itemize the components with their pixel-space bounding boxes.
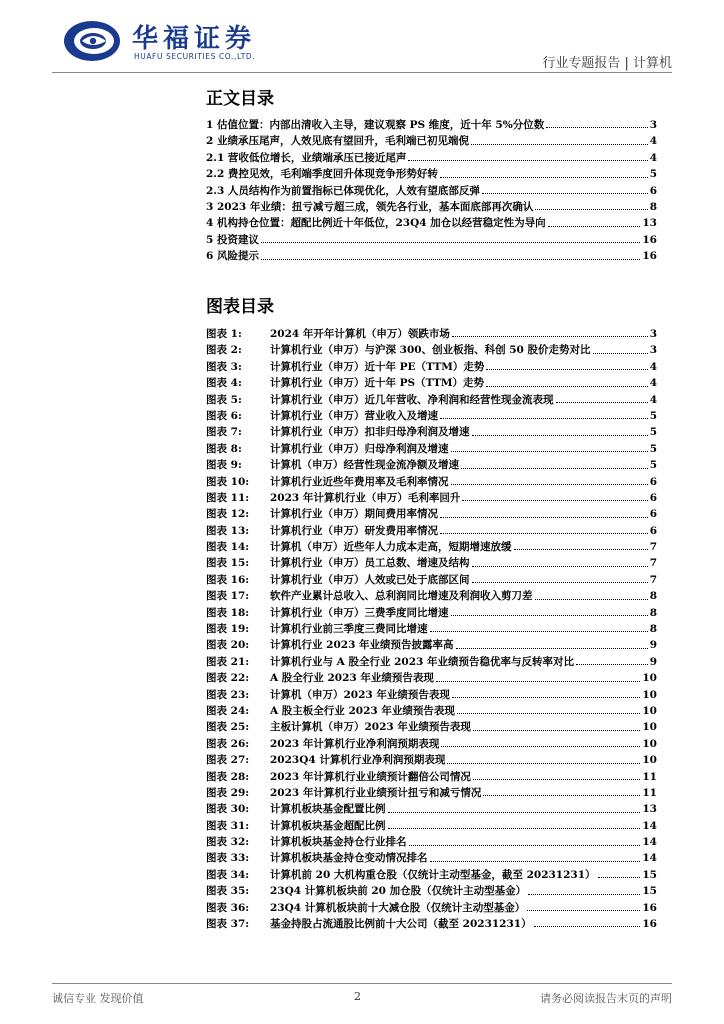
figure-item[interactable] bbox=[206, 916, 657, 932]
figure-dot-leader bbox=[576, 664, 648, 665]
toc-dot-leader bbox=[546, 127, 647, 128]
figure-item-text: 计算机板块基金持仓行业排名 bbox=[270, 836, 407, 849]
figure-item-page: 3 bbox=[649, 344, 657, 357]
toc-item[interactable] bbox=[206, 133, 657, 149]
figure-item-page: 9 bbox=[649, 639, 657, 652]
figure-item[interactable] bbox=[206, 342, 657, 358]
figure-dot-leader bbox=[430, 631, 648, 632]
toc-item-page: 3 bbox=[649, 118, 657, 131]
page-number: 2 bbox=[354, 990, 361, 1003]
figure-item-page: 8 bbox=[649, 590, 657, 603]
page-header bbox=[0, 0, 724, 80]
figure-item-text: 计算机行业（申万）期间费用率情况 bbox=[270, 508, 438, 521]
figure-item-label: 图表 2: bbox=[206, 344, 242, 357]
figure-dot-leader bbox=[409, 845, 641, 846]
figure-item-page: 10 bbox=[642, 688, 657, 701]
figure-item[interactable] bbox=[206, 883, 657, 899]
figure-item-text: 计算机行业（申万）三费季度同比增速 bbox=[270, 606, 449, 619]
figure-item[interactable] bbox=[206, 801, 657, 817]
toc-item[interactable] bbox=[206, 199, 657, 215]
toc-item[interactable] bbox=[206, 150, 657, 166]
figure-item-label: 图表 11: bbox=[206, 491, 250, 504]
figure-item-label: 图表 4: bbox=[206, 377, 242, 390]
figure-item-text: 基金持股占流通股比例前十大公司（截至 20231231） bbox=[270, 918, 532, 931]
figure-item[interactable] bbox=[206, 359, 657, 375]
figure-item[interactable] bbox=[206, 539, 657, 555]
figure-item-text: 软件产业累计总收入、总利润同比增速及利润收入剪刀差 bbox=[270, 590, 533, 603]
figure-item-page: 7 bbox=[649, 573, 657, 586]
footer-divider bbox=[52, 983, 672, 984]
figure-item[interactable] bbox=[206, 818, 657, 834]
figure-item-label: 图表 8: bbox=[206, 442, 242, 455]
figure-dot-leader bbox=[451, 451, 648, 452]
figure-item-text: 计算机行业与 A 股全行业 2023 年业绩预告稳优率与反转率对比 bbox=[270, 655, 574, 668]
figure-item-label: 图表 22: bbox=[206, 672, 250, 685]
toc-item-page: 5 bbox=[649, 168, 657, 181]
figure-item-page: 7 bbox=[649, 557, 657, 570]
figure-dot-leader bbox=[462, 500, 647, 501]
company-name-cn: 华福证券 bbox=[132, 24, 257, 54]
figure-item-text: 计算机行业（申万）与沪深 300、创业板指、科创 50 股价走势对比 bbox=[270, 344, 591, 357]
figure-dot-leader bbox=[593, 353, 648, 354]
figure-item-label: 图表 12: bbox=[206, 508, 250, 521]
figure-item[interactable] bbox=[206, 605, 657, 621]
figures-list bbox=[206, 326, 657, 932]
figure-item[interactable] bbox=[206, 670, 657, 686]
figure-item-text: 23Q4 计算机板块前 20 加仓股（仅统计主动型基金） bbox=[270, 885, 527, 898]
figure-dot-leader bbox=[534, 926, 641, 927]
figure-item-label: 图表 32: bbox=[206, 836, 250, 849]
toc-item[interactable] bbox=[206, 117, 657, 133]
figure-item[interactable] bbox=[206, 785, 657, 801]
figure-item-text: 2024 年开年计算机（申万）领跌市场 bbox=[270, 327, 450, 340]
figure-item[interactable] bbox=[206, 621, 657, 637]
footer-slogan: 诚信专业 发现价值 bbox=[52, 992, 144, 1005]
figure-item[interactable] bbox=[206, 654, 657, 670]
figure-item-page: 10 bbox=[642, 754, 657, 767]
figure-item-page: 11 bbox=[642, 770, 657, 783]
figure-item-text: 计算机板块基金持仓变动情况排名 bbox=[270, 852, 428, 865]
figure-dot-leader bbox=[527, 910, 640, 911]
toc-item-text: 2.1 营收低位增长，业绩端承压已接近尾声 bbox=[206, 151, 407, 164]
figure-item-text: 计算机行业前三季度三费同比增速 bbox=[270, 623, 428, 636]
figure-item-label: 图表 15: bbox=[206, 557, 250, 570]
toc-dot-leader bbox=[535, 209, 647, 210]
figure-item-label: 图表 24: bbox=[206, 704, 250, 717]
header-divider bbox=[52, 72, 672, 73]
toc-item-page: 16 bbox=[642, 250, 657, 263]
figure-item-label: 图表 21: bbox=[206, 655, 250, 668]
figure-item[interactable] bbox=[206, 457, 657, 473]
figure-item-page: 5 bbox=[649, 442, 657, 455]
toc-item-text: 3 2023 年业绩：扭亏减亏超三成，领先各行业，基本面底部再次确认 bbox=[206, 200, 534, 213]
toc-item-text: 6 风险提示 bbox=[206, 250, 259, 263]
company-name-en: HUAFU SECURITIES CO.,LTD. bbox=[134, 52, 256, 61]
figure-item-label: 图表 1: bbox=[206, 327, 242, 340]
figure-item[interactable] bbox=[206, 752, 657, 768]
figure-item[interactable] bbox=[206, 441, 657, 457]
figure-item-page: 10 bbox=[642, 721, 657, 734]
figure-item-label: 图表 3: bbox=[206, 360, 242, 373]
figure-item-text: 计算机行业（申万）近十年 PE（TTM）走势 bbox=[270, 360, 485, 373]
figure-item-page: 8 bbox=[649, 606, 657, 619]
figure-item-text: 2023 年计算机行业（申万）毛利率回升 bbox=[270, 491, 461, 504]
figure-item-text: 计算机行业（申万）研发费用率情况 bbox=[270, 524, 438, 537]
figure-dot-leader bbox=[440, 533, 648, 534]
figure-item-page: 6 bbox=[649, 491, 657, 504]
figure-item[interactable] bbox=[206, 490, 657, 506]
figure-item-page: 3 bbox=[649, 327, 657, 340]
figure-item[interactable] bbox=[206, 392, 657, 408]
toc-item-page: 13 bbox=[642, 217, 657, 230]
figure-item-text: 计算机行业 2023 年业绩预告披露率高 bbox=[270, 639, 454, 652]
toc-item-text: 1 估值位置：内部出清收入主导，建议观察 PS 维度，近十年 5%分位数 bbox=[206, 118, 545, 131]
figure-item-text: 2023 年计算机行业净利润预期表现 bbox=[270, 737, 440, 750]
figure-item-page: 5 bbox=[649, 409, 657, 422]
figure-item-text: 计算机行业（申万）近十年 PS（TTM）走势 bbox=[270, 377, 485, 390]
figure-item-label: 图表 29: bbox=[206, 786, 250, 799]
figure-dot-leader bbox=[483, 795, 640, 796]
figure-item-label: 图表 18: bbox=[206, 606, 250, 619]
figure-dot-leader bbox=[451, 484, 648, 485]
toc-item-page: 8 bbox=[649, 200, 657, 213]
figure-item-text: 计算机行业（申万）营业收入及增速 bbox=[270, 409, 438, 422]
figure-dot-leader bbox=[440, 418, 648, 419]
figure-item-page: 16 bbox=[642, 901, 657, 914]
figure-dot-leader bbox=[535, 599, 648, 600]
figure-item-text: 2023 年计算机行业业绩预计扭亏和减亏情况 bbox=[270, 786, 482, 799]
figure-item[interactable] bbox=[206, 637, 657, 653]
figure-item-page: 6 bbox=[649, 524, 657, 537]
figure-dot-leader bbox=[457, 713, 641, 714]
figure-item-text: A 股主板全行业 2023 年业绩预告表现 bbox=[270, 704, 455, 717]
toc-dot-leader bbox=[482, 193, 648, 194]
figure-item-text: 计算机行业（申万）人效或已处于底部区间 bbox=[270, 573, 470, 586]
figure-item[interactable] bbox=[206, 408, 657, 424]
figure-item-label: 图表 27: bbox=[206, 754, 250, 767]
figure-dot-leader bbox=[461, 468, 648, 469]
figure-item-text: 计算机行业（申万）近几年营收、净利润和经营性现金流表现 bbox=[270, 393, 554, 406]
figure-item-label: 图表 17: bbox=[206, 590, 250, 603]
figure-item-label: 图表 16: bbox=[206, 573, 250, 586]
toc-item-text: 2.2 费控见效，毛利端季度回升体现竞争形势好转 bbox=[206, 168, 438, 181]
figure-item[interactable] bbox=[206, 719, 657, 735]
toc-item-page: 4 bbox=[649, 135, 657, 148]
figure-dot-leader bbox=[388, 828, 641, 829]
figure-item-text: 2023 年计算机行业业绩预计翻倍公司情况 bbox=[270, 770, 471, 783]
figure-dot-leader bbox=[472, 582, 648, 583]
figure-item-text: 计算机（申万）经营性现金流净额及增速 bbox=[270, 459, 459, 472]
report-type-label: 行业专题报告 | 计算机 bbox=[542, 56, 672, 71]
figure-item-page: 15 bbox=[642, 868, 657, 881]
figure-item-label: 图表 9: bbox=[206, 459, 242, 472]
figure-item[interactable] bbox=[206, 834, 657, 850]
figure-item-text: 计算机板块基金超配比例 bbox=[270, 819, 386, 832]
figure-item-page: 5 bbox=[649, 459, 657, 472]
figure-item[interactable] bbox=[206, 687, 657, 703]
figure-dot-leader bbox=[447, 763, 640, 764]
figure-item-page: 4 bbox=[649, 360, 657, 373]
toc-dot-leader bbox=[471, 144, 648, 145]
figure-item[interactable] bbox=[206, 424, 657, 440]
toc-item[interactable] bbox=[206, 232, 657, 248]
figure-dot-leader bbox=[472, 435, 648, 436]
figure-dot-leader bbox=[436, 681, 641, 682]
figure-dot-leader bbox=[430, 861, 641, 862]
figure-item-text: 计算机前 20 大机构重仓股（仅统计主动型基金，截至 20231231） bbox=[270, 868, 596, 881]
figure-item-text: 计算机（申万）2023 年业绩预告表现 bbox=[270, 688, 450, 701]
figure-item-page: 15 bbox=[642, 885, 657, 898]
figure-item-label: 图表 7: bbox=[206, 426, 242, 439]
figure-dot-leader bbox=[452, 697, 640, 698]
toc-title: 正文目录 bbox=[206, 89, 274, 109]
footer-disclaimer: 请务必阅读报告末页的声明 bbox=[540, 992, 672, 1005]
figure-item[interactable] bbox=[206, 326, 657, 342]
figure-item-text: 23Q4 计算机板块前十大减仓股（仅统计主动型基金） bbox=[270, 901, 526, 914]
figure-item[interactable] bbox=[206, 523, 657, 539]
figure-dot-leader bbox=[528, 894, 640, 895]
figure-item-text: 计算机行业近些年费用率及毛利率情况 bbox=[270, 475, 449, 488]
figure-dot-leader bbox=[514, 549, 648, 550]
toc-dot-leader bbox=[261, 259, 640, 260]
toc-dot-leader bbox=[408, 160, 647, 161]
company-logo bbox=[62, 14, 272, 70]
figure-item-text: 2023Q4 计算机行业净利润预期表现 bbox=[270, 754, 446, 767]
toc-item-page: 16 bbox=[642, 233, 657, 246]
figure-item-page: 6 bbox=[649, 475, 657, 488]
figure-item[interactable] bbox=[206, 736, 657, 752]
toc-dot-leader bbox=[440, 177, 648, 178]
figure-item-label: 图表 10: bbox=[206, 475, 250, 488]
figure-item[interactable] bbox=[206, 769, 657, 785]
figure-item[interactable] bbox=[206, 900, 657, 916]
toc-item-text: 4 机构持仓位置：超配比例近十年低位，23Q4 加仓以经营稳定性为导向 bbox=[206, 217, 546, 230]
figure-item-label: 图表 13: bbox=[206, 524, 250, 537]
figure-item-page: 6 bbox=[649, 508, 657, 521]
figure-dot-leader bbox=[388, 812, 641, 813]
figure-item-page: 5 bbox=[649, 426, 657, 439]
toc-item[interactable] bbox=[206, 166, 657, 182]
huafu-logo-icon bbox=[62, 16, 126, 64]
figure-dot-leader bbox=[472, 566, 648, 567]
toc-item-text: 2 业绩承压尾声，人效见底有望回升，毛利端已初见端倪 bbox=[206, 135, 469, 148]
toc-dot-leader bbox=[261, 242, 640, 243]
figure-item-label: 图表 35: bbox=[206, 885, 250, 898]
toc-dot-leader bbox=[548, 226, 641, 227]
toc-item-page: 6 bbox=[649, 184, 657, 197]
toc-item[interactable] bbox=[206, 248, 657, 264]
figure-dot-leader bbox=[451, 615, 648, 616]
figure-item-label: 图表 33: bbox=[206, 852, 250, 865]
toc-list bbox=[206, 117, 657, 265]
figure-item-text: 计算机板块基金配置比例 bbox=[270, 803, 386, 816]
figure-dot-leader bbox=[456, 648, 648, 649]
figure-item[interactable] bbox=[206, 851, 657, 867]
figure-dot-leader bbox=[473, 779, 640, 780]
toc-item[interactable] bbox=[206, 183, 657, 199]
figure-dot-leader bbox=[473, 730, 640, 731]
figure-item[interactable] bbox=[206, 572, 657, 588]
figure-item-page: 14 bbox=[642, 819, 657, 832]
toc-item[interactable] bbox=[206, 215, 657, 231]
figure-item-page: 14 bbox=[642, 836, 657, 849]
figure-item-text: 计算机行业（申万）员工总数、增速及结构 bbox=[270, 557, 470, 570]
figure-dot-leader bbox=[486, 369, 647, 370]
figure-item-label: 图表 19: bbox=[206, 623, 250, 636]
figure-item-text: 计算机行业（申万）扣非归母净利润及增速 bbox=[270, 426, 470, 439]
figure-item-label: 图表 37: bbox=[206, 918, 250, 931]
figure-item-label: 图表 23: bbox=[206, 688, 250, 701]
figure-item[interactable] bbox=[206, 588, 657, 604]
figures-title: 图表目录 bbox=[206, 297, 274, 317]
figure-dot-leader bbox=[556, 402, 648, 403]
figure-item[interactable] bbox=[206, 867, 657, 883]
figure-item-page: 8 bbox=[649, 623, 657, 636]
figure-item-label: 图表 31: bbox=[206, 819, 250, 832]
figure-dot-leader bbox=[441, 746, 640, 747]
figure-item-page: 14 bbox=[642, 852, 657, 865]
figure-item-page: 10 bbox=[642, 737, 657, 750]
figure-dot-leader bbox=[486, 386, 648, 387]
figure-item-page: 13 bbox=[642, 803, 657, 816]
figure-dot-leader bbox=[440, 517, 648, 518]
figure-item-page: 7 bbox=[649, 541, 657, 554]
toc-item-text: 2.3 人员结构作为前置指标已体现优化，人效有望底部反弹 bbox=[206, 184, 480, 197]
figure-item-label: 图表 36: bbox=[206, 901, 250, 914]
figure-item[interactable] bbox=[206, 703, 657, 719]
figure-item[interactable] bbox=[206, 375, 657, 391]
figure-item-page: 10 bbox=[642, 672, 657, 685]
figure-item-label: 图表 30: bbox=[206, 803, 250, 816]
figure-item-label: 图表 6: bbox=[206, 409, 242, 422]
figure-item-page: 16 bbox=[642, 918, 657, 931]
figure-item-label: 图表 25: bbox=[206, 721, 250, 734]
figure-item-page: 10 bbox=[642, 704, 657, 717]
figure-item-page: 4 bbox=[649, 377, 657, 390]
figure-item[interactable] bbox=[206, 506, 657, 522]
figure-item-text: A 股全行业 2023 年业绩预告表现 bbox=[270, 672, 434, 685]
figure-item-label: 图表 34: bbox=[206, 868, 250, 881]
figure-item-text: 计算机行业（申万）归母净利润及增速 bbox=[270, 442, 449, 455]
figure-item-text: 主板计算机（申万）2023 年业绩预告表现 bbox=[270, 721, 471, 734]
figure-item-label: 图表 26: bbox=[206, 737, 250, 750]
toc-item-page: 4 bbox=[649, 151, 657, 164]
figure-dot-leader bbox=[452, 336, 648, 337]
figure-item[interactable] bbox=[206, 555, 657, 571]
figure-item-label: 图表 14: bbox=[206, 541, 250, 554]
figure-item-page: 11 bbox=[642, 786, 657, 799]
toc-item-text: 5 投资建议 bbox=[206, 233, 259, 246]
figure-item-page: 9 bbox=[649, 655, 657, 668]
figure-item-text: 计算机（申万）近些年人力成本走高，短期增速放缓 bbox=[270, 541, 512, 554]
figure-item[interactable] bbox=[206, 474, 657, 490]
figure-item-label: 图表 5: bbox=[206, 393, 242, 406]
figure-item-label: 图表 20: bbox=[206, 639, 250, 652]
figure-item-label: 图表 28: bbox=[206, 770, 250, 783]
figure-item-page: 4 bbox=[649, 393, 657, 406]
figure-dot-leader bbox=[598, 877, 641, 878]
